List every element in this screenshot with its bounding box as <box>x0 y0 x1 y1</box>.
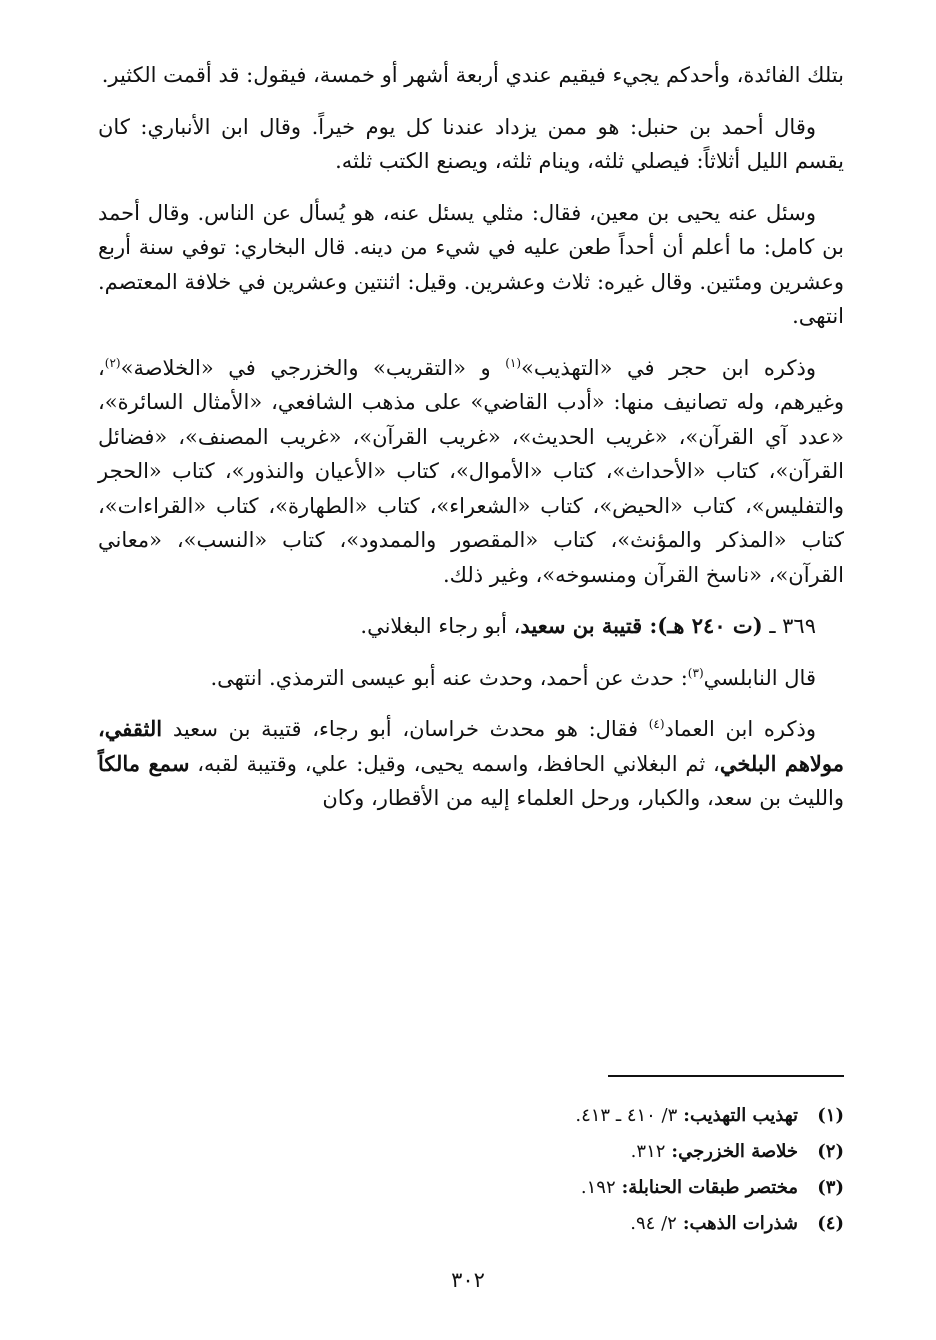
footnote-1 <box>244 1098 844 1134</box>
footnote-source-title: تهذيب التهذيب: <box>683 1105 798 1126</box>
footnote-reference: ٢/ ٩٤. <box>630 1213 677 1234</box>
paragraph-4-text-b: و «التقريب» والخزرجي في «الخلاصة» <box>120 355 506 380</box>
entry-name: (ت ٢٤٠ هـ): قتيبة بن سعيد <box>520 613 763 638</box>
footnote-number: (٢) <box>817 1141 844 1162</box>
footnotes <box>244 1098 844 1242</box>
paragraph-2-text: وقال أحمد بن حنبل: هو ممن يزداد عندنا كل يوم خيراً. وقال ابن الأنباري: كان يقسم الليل أثلاثاً: فيصلي ثلثه، وينام ثلثه، ويصنع الكتب ثلثه. <box>98 114 844 173</box>
footnote-separator <box>608 1075 844 1077</box>
footnote-3 <box>244 1170 844 1206</box>
paragraph-1 <box>98 58 844 93</box>
main-text <box>98 58 844 833</box>
paragraph-7-bold-2: سمع مالكاً <box>98 750 190 776</box>
page-number: ٣٠٢ <box>451 1268 485 1292</box>
footnote-source-title: شذرات الذهب: <box>682 1213 798 1234</box>
footnote-4 <box>244 1206 844 1242</box>
paragraph-7-bold-1: الثقفي، مولاهم البلخي <box>98 716 844 776</box>
paragraph-6-text-b: : حدث عن أحمد، وحدث عنه أبو عيسى الترمذي. انتهى. <box>210 665 688 690</box>
paragraph-4-text-a: وذكره ابن حجر في «التهذيب» <box>521 355 817 380</box>
paragraph-7-text-b: فقال: هو محدث خراسان، أبو رجاء، قتيبة بن سعيد <box>162 717 649 741</box>
entry-number: ٣٦٩ ـ <box>762 614 816 638</box>
paragraph-3-text: وسئل عنه يحيى بن معين، فقال: مثلي يسئل عنه، هو يُسأل عن الناس. وقال أحمد بن كامل: ما أعلم أن أحداً طعن عليه في شيء من دينه. قال البخاري: توفي سنة أربع وعشرين ومئتين. وقال غيره: ثلاث وعشرين. وقيل: اثنتين وعشرين في خلافة المعتصم. انتهى. <box>98 200 844 328</box>
footnote-number: (٣) <box>817 1177 844 1198</box>
footnote-source-title: خلاصة الخزرجي: <box>671 1141 798 1162</box>
footnote-separator-wrap <box>0 1075 936 1077</box>
footnote-number: (٤) <box>817 1213 844 1234</box>
footnote-ref-3: (٣) <box>687 665 704 680</box>
footnote-ref-2: (٢) <box>104 355 121 370</box>
paragraph-7 <box>98 712 844 816</box>
footnote-reference: ١٩٢. <box>580 1177 616 1198</box>
paragraph-2 <box>98 110 844 179</box>
paragraph-7-text-a: وذكره ابن العماد <box>664 717 816 741</box>
paragraph-4-text-c: ، وغيرهم، وله تصانيف منها: «أدب القاضي» على مذهب الشافعي، «الأمثال السائرة»، «عدد آي القرآن»، «غريب الحديث»، «غريب القرآن»، «غريب المصنف»، «فضائل القرآن»، كتاب «الأحداث»، كتاب «الأموال»، كتاب «الأعيان والنذور»، كتاب «الحجر والتفليس»، كتاب «الحيض»، كتاب «الشعراء»، كتاب «الطهارة»، كتاب «القراءات»، كتاب «المذكر والمؤنث»، كتاب «المقصور والممدود»، كتاب «النسب»، «معاني القرآن»، «ناسخ القرآن ومنسوخه»، وغير ذلك. <box>98 355 844 587</box>
paragraph-4 <box>98 351 844 593</box>
footnote-ref-4: (٤) <box>648 717 665 731</box>
footnote-source-title: مختصر طبقات الحنابلة: <box>621 1177 798 1198</box>
paragraph-3 <box>98 196 844 334</box>
paragraph-7-text-c: ، ثم البغلاني الحافظ، واسمه يحيى، وقيل: علي، وقتيبة لقبه، <box>189 751 720 776</box>
footnote-2 <box>244 1134 844 1170</box>
footnote-ref-1: (١) <box>505 355 522 370</box>
paragraph-7-text-d: والليث بن سعد، والكبار، ورحل العلماء إليه من الأقطار، وكان <box>322 786 844 810</box>
entry-rest: ، أبو رجاء البغلاني. <box>360 614 521 638</box>
paragraph-1-text: بتلك الفائدة، وأحدكم يجيء فيقيم عندي أربعة أشهر أو خمسة، فيقول: قد أقمت الكثير. <box>101 63 844 87</box>
footnote-reference: ٣١٢. <box>630 1141 666 1162</box>
footnote-reference: ٣/ ٤١٠ ـ ٤١٣. <box>575 1105 678 1126</box>
entry-heading <box>98 609 844 644</box>
footnote-number: (١) <box>817 1105 844 1126</box>
paragraph-6 <box>98 661 844 696</box>
paragraph-6-text-a: قال النابلسي <box>703 665 816 690</box>
